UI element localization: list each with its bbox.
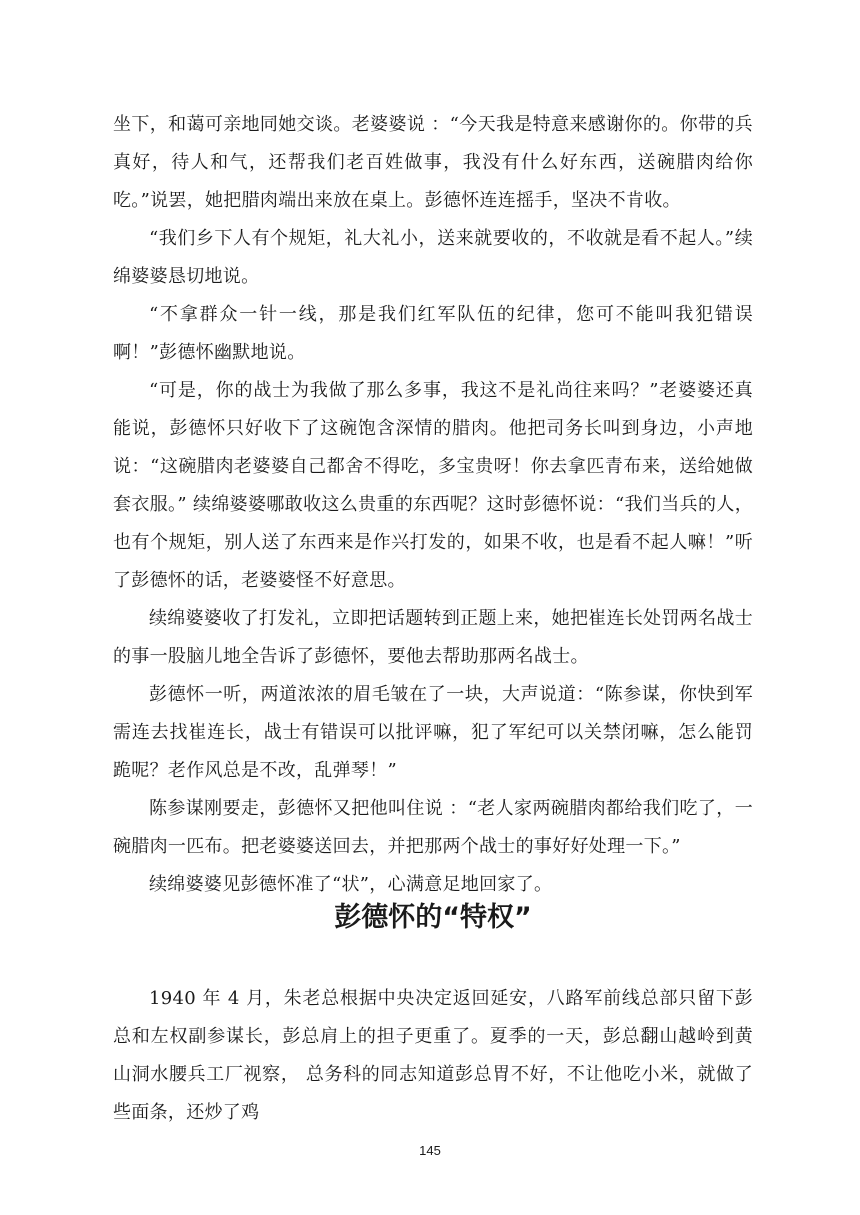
paragraph: 1940 年 4 月，朱老总根据中央决定返回延安，八路军前线总部只留下彭总和左权副参谋长，彭总肩上的担子更重了。夏季的一天，彭总翻山越岭到黄山洞水腰兵工厂视察， 总务科的同志知道彭总胃不好，不让他吃小米，就做了些面条，还炒了鸡: [113, 988, 753, 1123]
paragraph-continued: 坐下，和蔼可亲地同她交谈。老婆婆说 ：“今天我是特意来感谢你的。你带的兵真好，待人和气，还帮我们老百姓做事，我没有什么好东西，送碗腊肉给你吃。”说罢，她把腊肉端出来放在桌上。彭德怀连连摇手，坚决不肯收。: [113, 114, 753, 211]
paragraph: “可是，你的战士为我做了那么多事，我这不是礼尚往来吗？”老婆婆还真能说，彭德怀只好收下了这碗饱含深情的腊肉。他把司务长叫到身边，小声地说：“这碗腊肉老婆婆自己都舍不得吃，多宝贵呀！你去拿匹青布来，送给她做套衣服。” 续绵婆婆哪敢收这么贵重的东西呢？这时彭德怀说：“我们当兵的人，也有个规矩，别人送了东西来是作兴打发的，如果不收，也是看不起人嘛！”听了彭德怀的话，老婆婆怪不好意思。: [113, 380, 753, 591]
section-title: 彭德怀的“特权”: [334, 902, 532, 933]
paragraph: 续绵婆婆见彭德怀准了“状”，心满意足地回家了。: [149, 874, 553, 895]
paragraph: “我们乡下人有个规矩，礼大礼小，送来就要收的，不收就是看不起人。”续绵婆婆恳切地说。: [113, 228, 753, 287]
paragraph: 彭德怀一听，两道浓浓的眉毛皱在了一块，大声说道：“陈参谋，你快到军需连去找崔连长，战士有错误可以批评嘛，犯了军纪可以关禁闭嘛，怎么能罚跪呢？老作风总是不改，乱弹琴！”: [113, 684, 753, 781]
body-text: [113, 106, 753, 904]
page-number: 145: [419, 1143, 441, 1158]
paragraph: 陈参谋刚要走，彭德怀又把他叫住说 ：“老人家两碗腊肉都给我们吃了，一碗腊肉一匹布。把老婆婆送回去，并把那两个战士的事好好处理一下。”: [113, 798, 753, 857]
section-body-text: [113, 980, 753, 1132]
paragraph: 续绵婆婆收了打发礼，立即把话题转到正题上来，她把崔连长处罚两名战士的事一股脑儿地全告诉了彭德怀，要他去帮助那两名战士。: [113, 608, 753, 667]
paragraph: “不拿群众一针一线，那是我们红军队伍的纪律，您可不能叫我犯错误啊！”彭德怀幽默地说。: [113, 304, 753, 363]
